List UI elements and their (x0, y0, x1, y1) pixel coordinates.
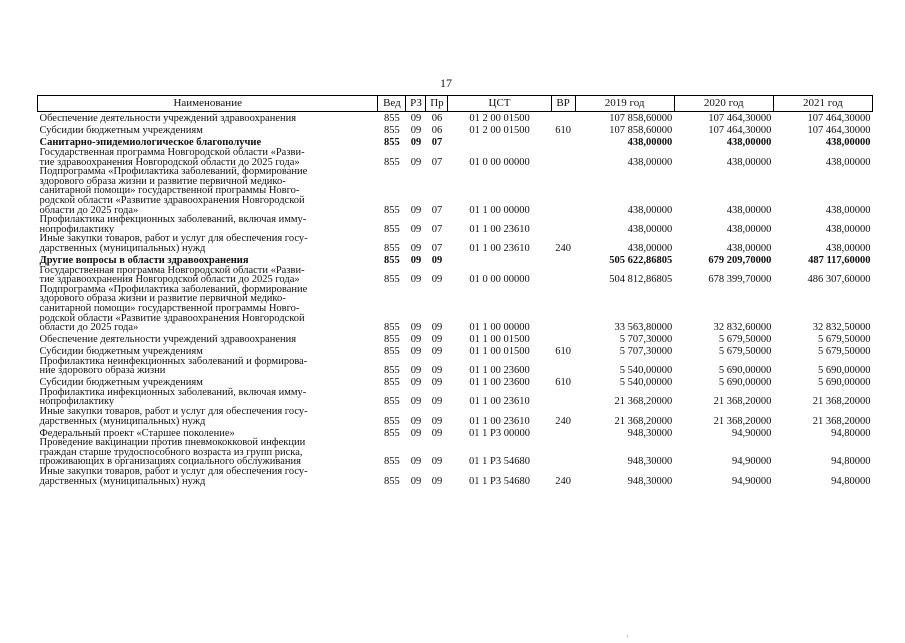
row-rz: 09 (410, 204, 422, 216)
row-2019: 504 812,86805 (609, 274, 673, 286)
row-pr: 09 (431, 377, 443, 389)
header-vr: ВР (551, 96, 575, 112)
row-pr: 09 (431, 254, 443, 266)
header-2020: 2020 год (674, 96, 773, 112)
row-pr: 09 (431, 396, 443, 408)
row-ved: 855 (384, 223, 400, 235)
table-row (38, 333, 873, 345)
row-2019: 21 368,20000 (614, 415, 673, 427)
row-vr (551, 215, 575, 234)
row-pr: 09 (431, 334, 443, 346)
table-row (38, 357, 873, 376)
row-name: Подпрограмма «Профилактика заболеваний, формирование здорового образа жизни и развитие первичной медико- санитарной помощи» государственной программы Новго- родской области «Развитие здравоохранения Новгородской области до 2025 года» (39, 166, 308, 216)
table-row (38, 438, 873, 467)
row-2019: 438,00000 (627, 242, 673, 254)
row-2019: 5 707,30000 (619, 334, 673, 346)
row-2020: 5 679,50000 (718, 334, 772, 346)
row-cst: 01 0 00 00000 (469, 274, 530, 286)
row-2020: 438,00000 (726, 223, 772, 235)
header-name: Наименование (38, 96, 378, 112)
row-name: Подпрограмма «Профилактика заболеваний, формирование здорового образа жизни и развитие первичной медико- санитарной помощи» государственной программы Новго- родской области «Развитие здравоохранения Новгородской области до 2025 года» (39, 283, 308, 334)
row-ved: 855 (384, 322, 400, 334)
row-2019: 33 563,80000 (614, 322, 673, 334)
table-row (38, 148, 873, 167)
table-row (38, 234, 873, 253)
row-ved: 855 (384, 204, 400, 216)
header-rz: РЗ (406, 96, 426, 112)
table-row (38, 112, 873, 125)
row-vr (551, 112, 575, 125)
row-ved: 855 (384, 125, 400, 137)
row-rz: 09 (410, 137, 422, 149)
row-ved: 855 (384, 396, 400, 408)
row-rz: 09 (410, 274, 422, 286)
row-pr: 09 (431, 415, 443, 427)
row-2020: 678 399,70000 (708, 274, 772, 286)
row-cst: 01 2 00 01500 (469, 113, 530, 125)
row-2019: 107 858,60000 (609, 113, 673, 125)
row-2020: 21 368,20000 (713, 415, 772, 427)
row-2019: 948,30000 (627, 427, 673, 439)
row-cst: 01 1 00 23610 (469, 242, 530, 254)
row-2019: 438,00000 (627, 156, 673, 168)
row-name: Субсидии бюджетным учреждениям (39, 346, 203, 358)
row-vr (551, 333, 575, 345)
row-vr (551, 357, 575, 376)
row-cst: 01 1 00 01500 (469, 346, 530, 358)
row-name: Санитарно-эпидемиологическое благополучие (39, 137, 262, 149)
row-name: Субсидии бюджетным учреждениям (39, 377, 203, 389)
row-2019: 438,00000 (627, 223, 673, 235)
row-2021: 107 464,30000 (807, 125, 871, 137)
row-name: Другие вопросы в области здравоохранения (39, 254, 249, 266)
row-2020: 107 464,30000 (708, 125, 772, 137)
row-name: Иные закупки товаров, работ и услуг для обеспечения госу- дарственных (муниципальных) нужд (39, 406, 308, 427)
header-2021: 2021 год (773, 96, 872, 112)
row-name: Иные закупки товаров, работ и услуг для обеспечения госу- дарственных (муниципальных) нужд (39, 466, 308, 487)
row-rz: 09 (410, 125, 422, 137)
row-vr (551, 438, 575, 467)
row-name: Федеральный проект «Старшее поколение» (39, 427, 235, 439)
row-rz: 09 (410, 456, 422, 468)
row-vr: 610 (555, 346, 571, 358)
row-pr: 09 (431, 346, 443, 358)
scan-mark: ' (627, 634, 629, 643)
row-ved: 855 (384, 346, 400, 358)
row-cst: 01 1 00 23610 (469, 415, 530, 427)
row-vr (551, 266, 575, 285)
table-row (38, 345, 873, 357)
row-rz: 09 (410, 396, 422, 408)
page-number: 17 (440, 76, 452, 90)
table-row (38, 215, 873, 234)
row-2020: 32 832,60000 (713, 322, 772, 334)
row-2020: 5 679,50000 (718, 346, 772, 358)
row-ved: 855 (384, 427, 400, 439)
row-rz: 09 (410, 223, 422, 235)
row-2019: 505 622,86805 (609, 254, 673, 266)
row-2021: 438,00000 (825, 242, 871, 254)
row-2021: 32 832,50000 (812, 322, 871, 334)
row-2021: 5 690,00000 (818, 377, 871, 389)
table-row (38, 407, 873, 426)
row-pr: 06 (431, 125, 443, 137)
row-2020: 94,90000 (731, 427, 772, 439)
row-cst (448, 136, 551, 148)
row-cst: 01 1 00 23600 (469, 377, 530, 389)
row-rz: 09 (410, 334, 422, 346)
row-2021: 438,00000 (825, 137, 871, 149)
row-ved: 855 (384, 377, 400, 389)
row-name: Проведение вакцинации против пневмококковой инфекции граждан старше трудоспособного возраста из групп риска, проживающих в организациях социального обслуживания (39, 437, 306, 468)
row-vr (551, 167, 575, 215)
row-rz: 09 (410, 475, 422, 487)
row-cst: 01 1 00 23610 (469, 223, 530, 235)
row-name: Профилактика неинфекционных заболеваний и формирова- ние здорового образа жизни (39, 355, 308, 377)
row-rz: 09 (410, 156, 422, 168)
table-row (38, 467, 873, 486)
row-pr: 09 (431, 274, 443, 286)
row-pr: 09 (431, 427, 443, 439)
row-2019: 5 540,00000 (619, 365, 673, 377)
row-vr (551, 254, 575, 266)
row-ved: 855 (384, 334, 400, 346)
table-body (38, 112, 873, 487)
row-cst: 01 1 00 01500 (469, 334, 530, 346)
row-pr: 09 (431, 322, 443, 334)
table-row (38, 266, 873, 285)
row-name: Профилактика инфекционных заболеваний, включая имму- нопрофилактику (39, 386, 307, 408)
row-2019: 948,30000 (627, 475, 673, 487)
row-vr: 240 (555, 242, 571, 254)
row-name: Субсидии бюджетным учреждениям (39, 125, 203, 137)
row-rz: 09 (410, 346, 422, 358)
header-cst: ЦСТ (448, 96, 551, 112)
row-name: Государственная программа Новгородской области «Разви- тие здравоохранения Новгородской области до 2025 года» (39, 264, 305, 286)
row-2020: 94,90000 (731, 456, 772, 468)
row-ved: 855 (384, 475, 400, 487)
row-2020: 438,00000 (726, 242, 772, 254)
row-2020: 107 464,30000 (708, 113, 772, 125)
row-2021: 5 679,50000 (818, 334, 871, 346)
row-2020: 438,00000 (726, 137, 772, 149)
row-2020: 21 368,20000 (713, 396, 772, 408)
row-2021: 5 690,00000 (818, 365, 871, 377)
row-2019: 5 540,00000 (619, 377, 673, 389)
row-2021: 438,00000 (825, 204, 871, 216)
row-ved: 855 (384, 242, 400, 254)
row-2019: 21 368,20000 (614, 396, 673, 408)
row-2021: 21 368,20000 (812, 396, 871, 408)
table-row (38, 285, 873, 333)
row-rz: 09 (410, 427, 422, 439)
row-2021: 5 679,50000 (818, 346, 871, 358)
row-name: Обеспечение деятельности учреждений здравоохранения (39, 334, 297, 346)
row-name: Иные закупки товаров, работ и услуг для обеспечения госу- дарственных (муниципальных) нужд (39, 233, 308, 254)
row-pr: 09 (431, 456, 443, 468)
row-vr: 240 (555, 415, 571, 427)
row-2021: 107 464,30000 (807, 113, 871, 125)
row-name: Государственная программа Новгородской области «Разви- тие здравоохранения Новгородской области до 2025 года» (39, 147, 305, 168)
row-vr: 610 (555, 125, 571, 137)
row-cst: 01 1 Р3 00000 (469, 427, 530, 439)
row-2019: 438,00000 (627, 137, 673, 149)
row-ved: 855 (384, 456, 400, 468)
row-2019: 5 707,30000 (619, 346, 673, 358)
row-vr (551, 148, 575, 167)
row-ved: 855 (384, 254, 400, 266)
row-rz: 09 (410, 377, 422, 389)
row-cst: 01 0 00 00000 (469, 156, 530, 168)
row-2020: 679 209,70000 (708, 254, 772, 266)
row-2019: 107 858,60000 (609, 125, 673, 137)
row-rz: 09 (410, 415, 422, 427)
row-rz: 09 (410, 242, 422, 254)
row-2021: 21 368,20000 (812, 415, 871, 427)
row-vr (551, 388, 575, 407)
row-cst: 01 1 00 23610 (469, 396, 530, 408)
row-ved: 855 (384, 274, 400, 286)
row-2020: 438,00000 (726, 156, 772, 168)
row-2021: 486 307,60000 (807, 274, 871, 286)
row-pr: 07 (431, 204, 443, 216)
row-2020: 94,90000 (731, 475, 772, 487)
row-rz: 09 (410, 254, 422, 266)
row-2021: 94,80000 (831, 427, 871, 439)
row-cst (448, 254, 551, 266)
row-pr: 07 (431, 137, 443, 149)
row-vr (551, 136, 575, 148)
row-ved: 855 (384, 137, 400, 149)
row-cst: 01 1 Р3 54680 (469, 475, 530, 487)
row-ved: 855 (384, 113, 400, 125)
table-row (38, 167, 873, 215)
row-2020: 5 690,00000 (718, 365, 772, 377)
header-2019: 2019 год (575, 96, 674, 112)
row-pr: 06 (431, 113, 443, 125)
row-2021: 487 117,60000 (808, 254, 871, 266)
row-ved: 855 (384, 365, 400, 377)
row-cst: 01 1 00 23600 (469, 365, 530, 377)
header-ved: Вед (378, 96, 406, 112)
row-rz: 09 (410, 322, 422, 334)
row-2021: 94,80000 (831, 475, 871, 487)
row-vr: 610 (555, 377, 571, 389)
table-header-row (38, 96, 873, 112)
row-rz: 09 (410, 113, 422, 125)
row-rz: 09 (410, 365, 422, 377)
table-row (38, 124, 873, 136)
row-vr (551, 426, 575, 438)
row-ved: 855 (384, 156, 400, 168)
row-vr (551, 285, 575, 333)
row-ved: 855 (384, 415, 400, 427)
row-vr: 240 (555, 475, 571, 487)
row-cst: 01 1 00 00000 (469, 322, 530, 334)
row-cst: 01 1 Р3 54680 (469, 456, 530, 468)
row-pr: 07 (431, 242, 443, 254)
row-pr: 07 (431, 156, 443, 168)
row-name: Обеспечение деятельности учреждений здравоохранения (39, 113, 297, 125)
row-pr: 09 (431, 475, 443, 487)
row-2019: 948,30000 (627, 456, 673, 468)
table-row (38, 388, 873, 407)
budget-table (37, 95, 873, 486)
table-row (38, 254, 873, 266)
row-2019: 438,00000 (627, 204, 673, 216)
row-2021: 94,80000 (831, 456, 871, 468)
row-cst: 01 2 00 01500 (469, 125, 530, 137)
row-name: Профилактика инфекционных заболеваний, включая имму- нопрофилактику (39, 214, 307, 235)
row-pr: 09 (431, 365, 443, 377)
row-pr: 07 (431, 223, 443, 235)
row-2021: 438,00000 (825, 223, 871, 235)
row-2021: 438,00000 (825, 156, 871, 168)
header-pr: Пр (426, 96, 448, 112)
row-2020: 438,00000 (726, 204, 772, 216)
row-cst: 01 1 00 00000 (469, 204, 530, 216)
row-2020: 5 690,00000 (718, 377, 772, 389)
